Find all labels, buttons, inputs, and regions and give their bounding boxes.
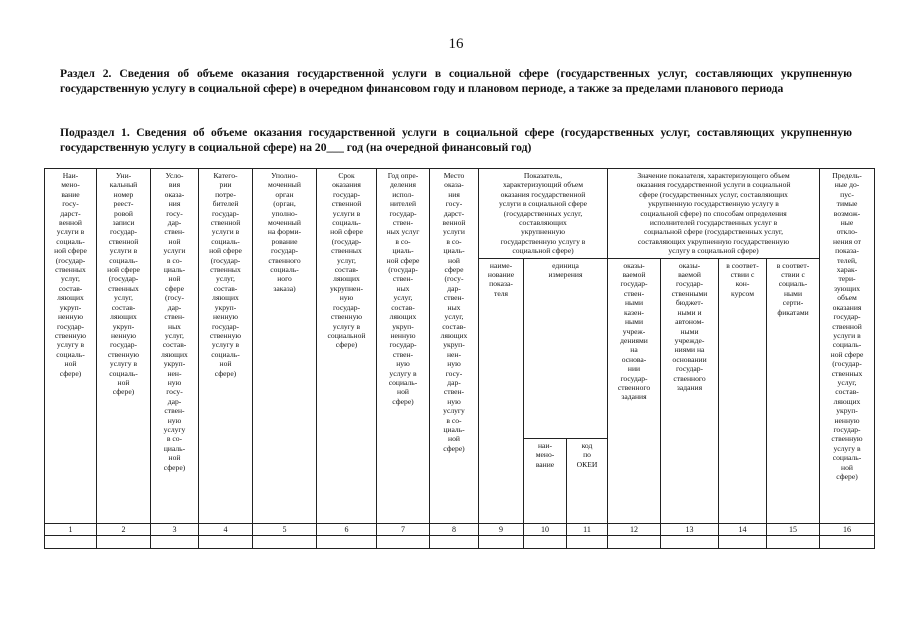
column-number: 1 bbox=[45, 524, 97, 536]
header-deviations: Предель- ные до- пус- тимые возмож- ные откло- нения от показа- телей, харак- тери- зующих объем оказания государ- ственной услуги в социаль- ной сфере (государ- ственных услуг, состав- ляющих укруп- ненную государ- ственную услугу в социаль- ной сфере) bbox=[820, 169, 875, 524]
header-row-1 bbox=[45, 169, 875, 259]
header-year-of-determination: Год опре- деления испол- нителей государ- ствен- ных услуг в со- циаль- ной сфере (государ- ствен- ных услуг, состав- ляющих укруп- ненную государ- ствен- ную услугу в социаль- ной сфере) bbox=[377, 169, 430, 524]
table-cell bbox=[253, 536, 317, 549]
header-place: Место оказа- ния госу- дарст- венной услуги в со- циаль- ной сфере (госу- дар- ствен- ных услуг, состав- ляющих укруп- нен- ную госу- дар- ствен- ную услугу в со- циаль- ной сфере) bbox=[430, 169, 479, 524]
header-social-certificates: в соответ- ствии с социаль- ными серти- фикатами bbox=[767, 258, 820, 523]
table-cell bbox=[377, 536, 430, 549]
column-number: 7 bbox=[377, 524, 430, 536]
table-cell bbox=[430, 536, 479, 549]
column-number: 5 bbox=[253, 524, 317, 536]
table-cell bbox=[151, 536, 199, 549]
header-service-name: Наи- мено- вание госу- дарст- венной услуги в социаль- ной сфере (государ- ственных услуг, состав- ляющих укруп- ненную государ- ственную услугу в социаль- ной сфере) bbox=[45, 169, 97, 524]
table-cell bbox=[608, 536, 661, 549]
table-cell bbox=[45, 536, 97, 549]
column-number-row bbox=[45, 524, 875, 536]
header-consumer-categories: Катего- рии потре- бителей государ- ственной услуги в социаль- ной сфере (государ- ственных услуг, состав- ляющих укруп- ненную государ- ственную услугу в социаль- ной сфере) bbox=[199, 169, 253, 524]
header-conditions: Усло- вия оказа- ния госу- дар- ствен- ной услуги в со- циаль- ной сфере (госу- дар- ствен- ных услуг, состав- ляющих укруп- нен- ную госу- дар- ствен- ную услугу в со- циаль- ной сфере) bbox=[151, 169, 199, 524]
header-unit: единица измерения bbox=[524, 258, 608, 438]
header-indicator-name: наиме- нование показа- теля bbox=[479, 258, 524, 523]
table-cell bbox=[97, 536, 151, 549]
header-competition: в соответ- ствии с кон- курсом bbox=[719, 258, 767, 523]
section-title: Раздел 2. Сведения об объеме оказания государственной услуги в социальной сфере (государственных услуг, составляющих укрупненную государственную услугу в социальной сфере) в очередном финансовом году и плановом периоде, а также за пределами планового периода bbox=[60, 67, 852, 95]
column-number: 15 bbox=[767, 524, 820, 536]
table-cell bbox=[661, 536, 719, 549]
header-value-group: Значение показателя, характеризующего объем оказания государственной услуги в социальной сфере (государственных услуг, составляющих укрупненную государственную услугу в социальной сфере) по способам определения исполнителей государственных услуг в социальной сфере (государственных услуг, составляющих укрупненную государственную услугу в социальной сфере) bbox=[608, 169, 820, 259]
header-indicator-group: Показатель, характеризующий объем оказания государственной услуги в социальной сфере (государственных услуг, составляющих укрупненную государственную услугу в социальной сфере) bbox=[479, 169, 608, 259]
column-number: 16 bbox=[820, 524, 875, 536]
table-cell bbox=[567, 536, 608, 549]
subsection-title: Подраздел 1. Сведения об объеме оказания государственной услуги в социальной сфере (государственных услуг, составляющих укрупненную государственную услугу в социальной сфере) на 20___ год (на очередной финансовый год) bbox=[60, 126, 852, 154]
column-number: 14 bbox=[719, 524, 767, 536]
header-treasury-institutions: оказы- ваемой государ- ствен- ными казен- ными учреж- дениями на основа- нии государ- ственного задания bbox=[608, 258, 661, 523]
header-service-term: Срок оказания государ- ственной услуги в социаль- ной сфере (государ- ственных услуг, состав- ляющих укрупнен- ную государ- ственную услугу в социальной сфере) bbox=[317, 169, 377, 524]
header-registry-number: Уни- кальный номер реест- ровой записи государ- ственной услуги в социаль- ной сфере (государ- ственных услуг, состав- ляющих укруп- ненную государ- ственную услугу в социаль- ной сфере) bbox=[97, 169, 151, 524]
column-number: 10 bbox=[524, 524, 567, 536]
header-budget-institutions: оказы- ваемой государ- ственными бюджет- ными и автоном- ными учрежде- ниями на основании государ- ственного задания bbox=[661, 258, 719, 523]
table-cell bbox=[199, 536, 253, 549]
column-number: 4 bbox=[199, 524, 253, 536]
column-number: 13 bbox=[661, 524, 719, 536]
column-number: 3 bbox=[151, 524, 199, 536]
column-number: 8 bbox=[430, 524, 479, 536]
header-authorized-body: Уполно- моченный орган (орган, уполно- моченный на форми- рование государ- ственного социаль- ного заказа) bbox=[253, 169, 317, 524]
table-cell bbox=[719, 536, 767, 549]
table-cell bbox=[317, 536, 377, 549]
empty-data-row bbox=[45, 536, 875, 549]
page-number: 16 bbox=[448, 36, 464, 52]
table-cell bbox=[767, 536, 820, 549]
column-number: 12 bbox=[608, 524, 661, 536]
column-number: 9 bbox=[479, 524, 524, 536]
table-cell bbox=[524, 536, 567, 549]
volume-table bbox=[44, 168, 875, 549]
header-unit-name: наи- мено- вание bbox=[524, 438, 567, 523]
column-number: 11 bbox=[567, 524, 608, 536]
header-okei-code: код по ОКЕИ bbox=[567, 438, 608, 523]
table-cell bbox=[820, 536, 875, 549]
column-number: 6 bbox=[317, 524, 377, 536]
column-number: 2 bbox=[97, 524, 151, 536]
table-cell bbox=[479, 536, 524, 549]
